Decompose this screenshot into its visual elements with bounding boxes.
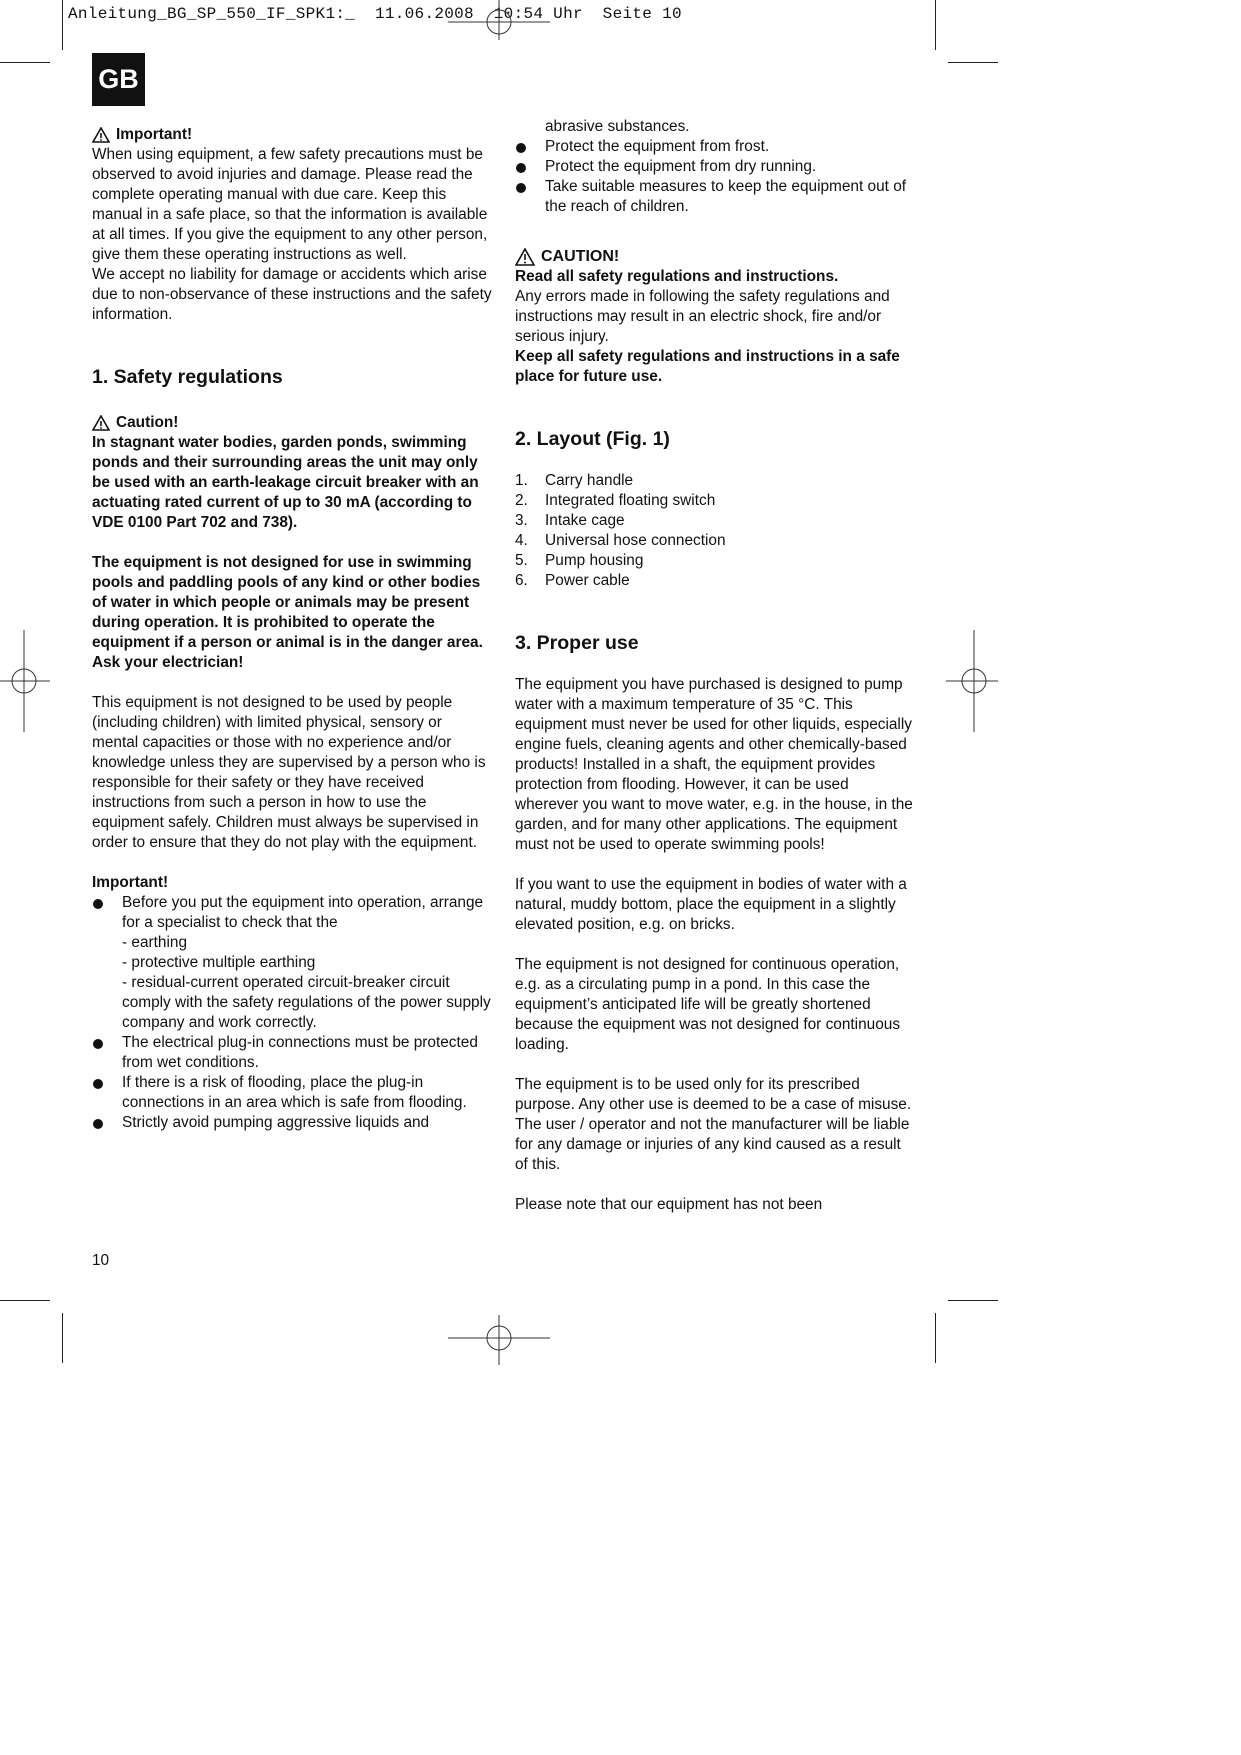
list-item: [515, 137, 915, 157]
crop-mark: [935, 0, 936, 50]
caution-title: CAUTION!: [541, 248, 620, 265]
warning-triangle-icon: [515, 248, 535, 266]
proper-use-paragraph: The equipment is not designed for continuous operation, e.g. as a circulating pump in a pond. In this case the equipment’s anticipated life will be greatly shortened because the equipment was not designed for continuous loading.: [515, 956, 901, 1053]
proper-use-paragraph: Please note that our equipment has not been: [515, 1196, 823, 1213]
list-item: [515, 177, 915, 217]
liability-paragraph: We accept no liability for damage or accidents which arise due to non-observance of these instructions and the safety information.: [92, 266, 492, 323]
list-item-text: Protect the equipment from frost.: [545, 138, 770, 155]
list-item: [92, 1073, 492, 1113]
list-item-text: Integrated floating switch: [545, 492, 716, 509]
list-item: [515, 471, 915, 491]
safety-bullet-list: [92, 893, 492, 1133]
caution-bold-line: Read all safety regulations and instructions.: [515, 268, 839, 285]
continued-text: abrasive substances.: [545, 118, 690, 135]
caution-paragraph: Any errors made in following the safety regulations and instructions may result in an electric shock, fire and/or serious injury.: [515, 288, 890, 345]
protection-bullet-list: [515, 137, 915, 217]
bullet-icon: [93, 1119, 103, 1129]
registration-mark-icon: [946, 630, 998, 732]
section-title-layout: 2. Layout (Fig. 1): [515, 428, 670, 450]
important-subheading: Important!: [92, 874, 169, 891]
list-item-subline: - earthing: [122, 934, 188, 951]
bullet-icon: [93, 1039, 103, 1049]
page-number: 10: [92, 1252, 110, 1269]
proper-use-paragraph: The equipment is to be used only for its prescribed purpose. Any other use is deemed to be a case of misuse. The user / operator and not the manufacturer will be liable for any damage or injuries of any kind caused as a result of this.: [515, 1076, 912, 1173]
caution-heading: [515, 247, 915, 267]
crop-mark: [948, 62, 998, 63]
persons-paragraph: This equipment is not designed to be used by people (including children) with limited physical, sensory or mental capacities or those with no experience and/or knowledge unless they are supervised by a person who is responsible for their safety or they have received instructions from such a person in how to use the equipment safely. Children must always be supervised in order to ensure that they do not play with the equipment.: [92, 694, 486, 851]
list-item-text: Take suitable measures to keep the equipment out of the reach of children.: [545, 178, 907, 215]
proper-use-paragraph: The equipment you have purchased is designed to pump water with a maximum temperature of 35 °C. This equipment must never be used for other liquids, especially engine fuels, cleaning agents and other chemically-based products! Installed in a shaft, the equipment provides protection from flooding. However, it can be used wherever you want to move water, e.g. in the house, in the garden, and for many other applications. The equipment must not be used to operate swimming pools!: [515, 676, 913, 853]
crop-mark: [62, 1313, 63, 1363]
language-badge: GB: [92, 53, 145, 106]
caution-paragraph: In stagnant water bodies, garden ponds, swimming ponds and their surrounding areas the unit may only be used with an earth-leakage circuit breaker with an actuating rated current of up to 30 mA (according to VDE 0100 Part 702 and 738).: [92, 434, 479, 531]
list-item-text: Universal hose connection: [545, 532, 726, 549]
list-item-text: Strictly avoid pumping aggressive liquids and: [122, 1114, 430, 1131]
warning-triangle-icon: [92, 127, 110, 143]
list-item: [92, 1033, 492, 1073]
bullet-icon: [93, 899, 103, 909]
list-item-subline: - protective multiple earthing: [122, 954, 316, 971]
crop-mark: [0, 1300, 50, 1301]
bullet-icon: [516, 183, 526, 193]
list-item-text: Power cable: [545, 572, 630, 589]
list-item-number: 4.: [515, 532, 528, 549]
list-item-text: Protect the equipment from dry running.: [545, 158, 817, 175]
list-item: [515, 551, 915, 571]
registration-mark-icon: [448, 0, 550, 40]
list-item-text: Pump housing: [545, 552, 644, 569]
right-column: [515, 117, 915, 1215]
crop-mark: [0, 62, 50, 63]
bullet-icon: [516, 163, 526, 173]
bullet-icon: [516, 143, 526, 153]
bullet-icon: [93, 1079, 103, 1089]
crop-mark: [62, 0, 63, 50]
section-title-safety: 1. Safety regulations: [92, 366, 283, 388]
registration-mark-icon: [448, 1315, 550, 1365]
left-column: [92, 125, 492, 1133]
list-item: [515, 571, 915, 591]
caution-heading: [92, 413, 492, 433]
crop-mark: [948, 1300, 998, 1301]
registration-mark-icon: [0, 630, 50, 732]
list-item-subline: - residual-current operated circuit-breaker circuit comply with the safety regulations of the power supply company and work correctly.: [122, 974, 491, 1031]
list-item-text: Before you put the equipment into operation, arrange for a specialist to check that the: [122, 894, 484, 931]
list-item: [515, 157, 915, 177]
crop-mark: [935, 1313, 936, 1363]
list-item: [515, 531, 915, 551]
list-item: [515, 511, 915, 531]
list-item-number: 1.: [515, 472, 528, 489]
caution-title: Caution!: [116, 414, 179, 431]
list-item: [515, 491, 915, 511]
print-header: Anleitung_BG_SP_550_IF_SPK1:_ 11.06.2008 10:54 Uhr Seite 10: [68, 5, 682, 23]
list-item-text: Carry handle: [545, 472, 634, 489]
warning-triangle-icon: [92, 415, 110, 431]
important-heading: [92, 125, 492, 145]
section-title-proper-use: 3. Proper use: [515, 632, 639, 654]
list-item-text: If there is a risk of flooding, place the plug-in connections in an area which is safe from flooding.: [122, 1074, 467, 1111]
important-title: Important!: [116, 126, 193, 143]
caution-bold-line: Keep all safety regulations and instructions in a safe place for future use.: [515, 348, 900, 385]
list-item-number: 2.: [515, 492, 528, 509]
layout-list: [515, 471, 915, 591]
list-item-number: 5.: [515, 552, 528, 569]
list-item: [92, 1113, 492, 1133]
list-item-text: The electrical plug-in connections must be protected from wet conditions.: [122, 1034, 478, 1071]
list-item-text: Intake cage: [545, 512, 625, 529]
list-item-number: 3.: [515, 512, 528, 529]
list-item-number: 6.: [515, 572, 528, 589]
intro-paragraph: When using equipment, a few safety precautions must be observed to avoid injuries and damage. Please read the complete operating manual with due care. Keep this manual in a safe place, so that the information is available at all times. If you give the equipment to any other person, give them these operating instructions as well.: [92, 146, 488, 263]
caution-paragraph: The equipment is not designed for use in swimming pools and paddling pools of any kind or other bodies of water in which people or animals may be present during operation. It is prohibited to operate the equipment if a person or animal is in the danger area. Ask your electrician!: [92, 554, 483, 671]
proper-use-paragraph: If you want to use the equipment in bodies of water with a natural, muddy bottom, place the equipment in a slightly elevated position, e.g. on bricks.: [515, 876, 907, 933]
list-item: [92, 893, 492, 1033]
